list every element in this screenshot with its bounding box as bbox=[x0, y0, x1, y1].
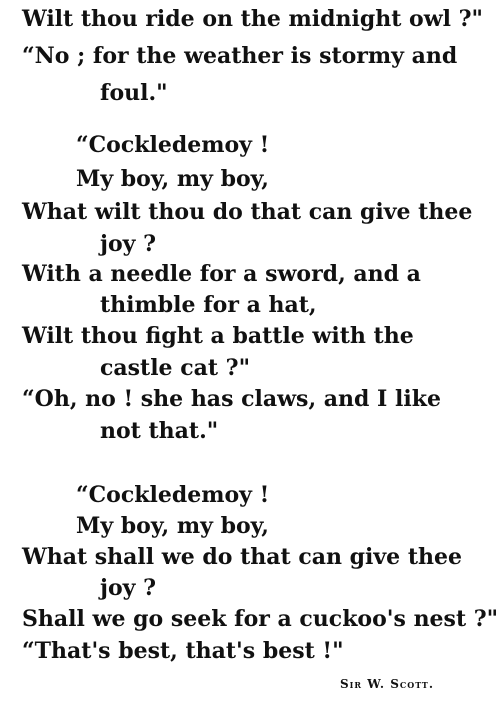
poem-line-16: What shall we do that can give thee bbox=[22, 544, 462, 570]
poem-line-15: My boy, my boy, bbox=[76, 513, 269, 539]
poem-line-13: not that." bbox=[100, 418, 219, 444]
poem-line-2: “No ; for the weather is stormy and bbox=[22, 43, 458, 69]
poem-line-3: foul." bbox=[100, 80, 168, 106]
poem-line-1: Wilt thou ride on the midnight owl ?" bbox=[22, 6, 484, 32]
poem-line-6: What wilt thou do that can give thee bbox=[22, 199, 473, 225]
poem-line-4: “Cockledemoy ! bbox=[76, 132, 270, 158]
poem-line-14: “Cockledemoy ! bbox=[76, 482, 270, 508]
poem-line-7: joy ? bbox=[100, 231, 156, 257]
poem-line-9: thimble for a hat, bbox=[100, 292, 317, 318]
attribution: Sir W. Scott. bbox=[340, 677, 434, 691]
poem-line-10: Wilt thou fight a battle with the bbox=[22, 323, 414, 349]
poem-line-12: “Oh, no ! she has claws, and I like bbox=[22, 386, 441, 412]
poem-line-11: castle cat ?" bbox=[100, 355, 251, 381]
poem-line-5: My boy, my boy, bbox=[76, 166, 269, 192]
poem-line-8: With a needle for a sword, and a bbox=[22, 261, 421, 287]
poem-line-17: joy ? bbox=[100, 575, 156, 601]
poem-line-18: Shall we go seek for a cuckoo's nest ?" bbox=[22, 606, 499, 632]
poem-line-19: “That's best, that's best !" bbox=[22, 638, 344, 664]
